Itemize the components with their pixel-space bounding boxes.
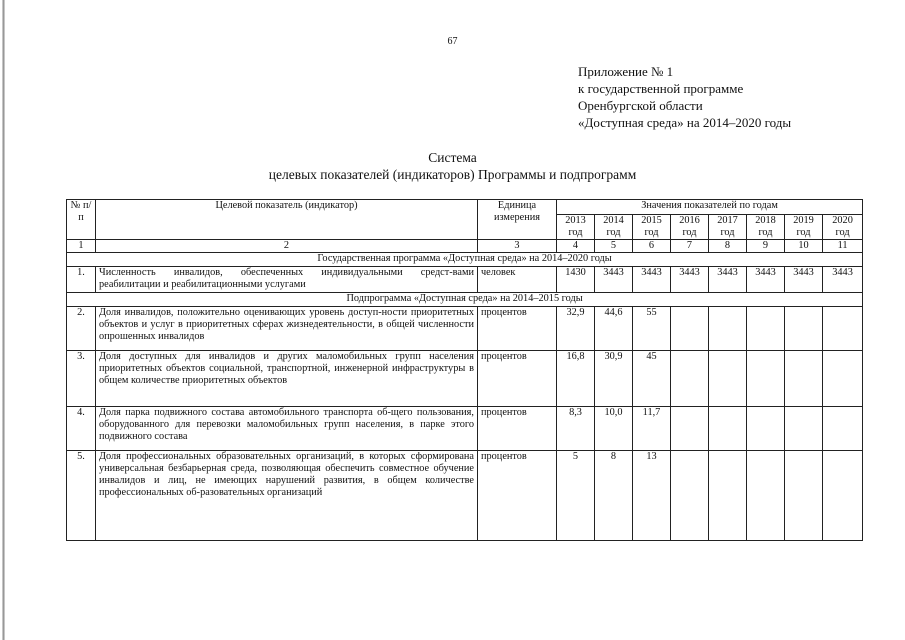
appendix-line: Приложение № 1 [578,64,674,79]
value-cell [747,307,785,351]
year-label: год [758,227,773,238]
section-title: Государственная программа «Доступная среда» на 2014–2020 годы [67,253,863,267]
year-header [671,215,709,240]
appendix-line: «Доступная среда» на 2014–2020 годы [578,115,792,130]
column-number: 11 [823,240,863,253]
value-cell [785,451,823,541]
appendix-line: к государственной программе [578,81,744,96]
value-cell [747,351,785,407]
value-cell [785,407,823,451]
value-cell [747,451,785,541]
value-cell [747,407,785,451]
appendix-block [578,63,791,131]
year-header [785,215,823,240]
value-cell: 3443 [671,267,709,293]
value-cell: 45 [633,351,671,407]
value-cell [785,351,823,407]
row-number: 3. [67,351,96,407]
value-cell [709,451,747,541]
value-cell: 55 [633,307,671,351]
header-row [67,200,863,215]
year-label: год [796,227,811,238]
value-cell: 11,7 [633,407,671,451]
table-row [67,407,863,451]
value-cell: 3443 [823,267,863,293]
year-header [557,215,595,240]
year-number: 2018 [755,215,776,226]
header-num: № п/п [67,200,96,240]
value-cell [823,351,863,407]
year-label: год [835,227,850,238]
header-unit: Единица измерения [478,200,557,240]
year-number: 2013 [565,215,586,226]
year-label: год [682,227,697,238]
column-number: 10 [785,240,823,253]
value-cell [823,407,863,451]
year-number: 2020 [832,215,853,226]
row-number: 2. [67,307,96,351]
indicator-text: Доля доступных для инвалидов и других маломобильных групп населения приоритетных объектов социальной, транспортной, инженерной инфраструктуры в общем количестве приоритетных объектов [96,351,478,407]
value-cell: 1430 [557,267,595,293]
value-cell [671,451,709,541]
row-number: 1. [67,267,96,293]
value-cell: 5 [557,451,595,541]
year-header [709,215,747,240]
header-indicator: Целевой показатель (индикатор) [96,200,478,240]
column-number: 4 [557,240,595,253]
row-number: 5. [67,451,96,541]
section-title: Подпрограмма «Доступная среда» на 2014–2015 годы [67,293,863,307]
year-label: год [720,227,735,238]
indicator-text: Численность инвалидов, обеспеченных индивидуальными средст-вами реабилитации и реабилитационными услугами [96,267,478,293]
value-cell: 32,9 [557,307,595,351]
value-cell [823,307,863,351]
value-cell: 30,9 [595,351,633,407]
table-row [67,351,863,407]
value-cell: 3443 [595,267,633,293]
value-cell: 3443 [709,267,747,293]
value-cell: 8 [595,451,633,541]
column-number: 6 [633,240,671,253]
title-line: целевых показателей (индикаторов) Программы и подпрограмм [268,167,637,182]
year-header [823,215,863,240]
unit-cell: процентов [478,451,557,541]
row-number: 4. [67,407,96,451]
appendix-line: Оренбургской области [578,98,703,113]
unit-cell: процентов [478,407,557,451]
column-number: 3 [478,240,557,253]
table-row [67,307,863,351]
value-cell [709,407,747,451]
section-row [67,253,863,267]
column-number: 8 [709,240,747,253]
column-number: 2 [96,240,478,253]
scan-edge [2,0,5,640]
value-cell: 3443 [747,267,785,293]
year-number: 2015 [641,215,662,226]
year-number: 2016 [679,215,700,226]
value-cell [823,451,863,541]
table-row [67,451,863,541]
year-number: 2017 [717,215,738,226]
indicator-text: Доля парка подвижного состава автомобильного транспорта об-щего пользования, оборудованного для перевозки маломобильных групп населения, в парке этого подвижного состава [96,407,478,451]
year-number: 2019 [793,215,814,226]
year-header [595,215,633,240]
indicators-table [66,199,863,541]
value-cell: 13 [633,451,671,541]
year-header [633,215,671,240]
value-cell: 16,8 [557,351,595,407]
value-cell [671,351,709,407]
header-values-by-year: Значения показателей по годам [557,200,863,215]
year-label: год [568,227,583,238]
value-cell [709,307,747,351]
table-row [67,267,863,293]
indicator-text: Доля профессиональных образовательных организаций, в которых сформирована универсальная безбарьерная среда, позволяющая обеспечить совместное обучение инвалидов и лиц, не имеющих нарушений развития, в общем количестве профессиональных об-разовательных организаций [96,451,478,541]
value-cell: 8,3 [557,407,595,451]
value-cell [709,351,747,407]
unit-cell: человек [478,267,557,293]
indicator-text: Доля инвалидов, положительно оценивающих уровень доступ-ности приоритетных объектов и услуг в приоритетных сферах жизнедеятельности, в общей численности опрошенных инвалидов [96,307,478,351]
unit-cell: процентов [478,351,557,407]
value-cell: 10,0 [595,407,633,451]
column-number: 5 [595,240,633,253]
value-cell [671,407,709,451]
page-number: 67 [447,36,458,47]
unit-cell: процентов [478,307,557,351]
column-number-row [67,240,863,253]
value-cell: 44,6 [595,307,633,351]
document-title [0,149,905,183]
title-line: Система [428,150,477,165]
year-number: 2014 [603,215,624,226]
year-label: год [606,227,621,238]
year-header [747,215,785,240]
column-number: 9 [747,240,785,253]
column-number: 1 [67,240,96,253]
value-cell: 3443 [785,267,823,293]
column-number: 7 [671,240,709,253]
value-cell [671,307,709,351]
year-label: год [644,227,659,238]
value-cell [785,307,823,351]
value-cell: 3443 [633,267,671,293]
section-row [67,293,863,307]
